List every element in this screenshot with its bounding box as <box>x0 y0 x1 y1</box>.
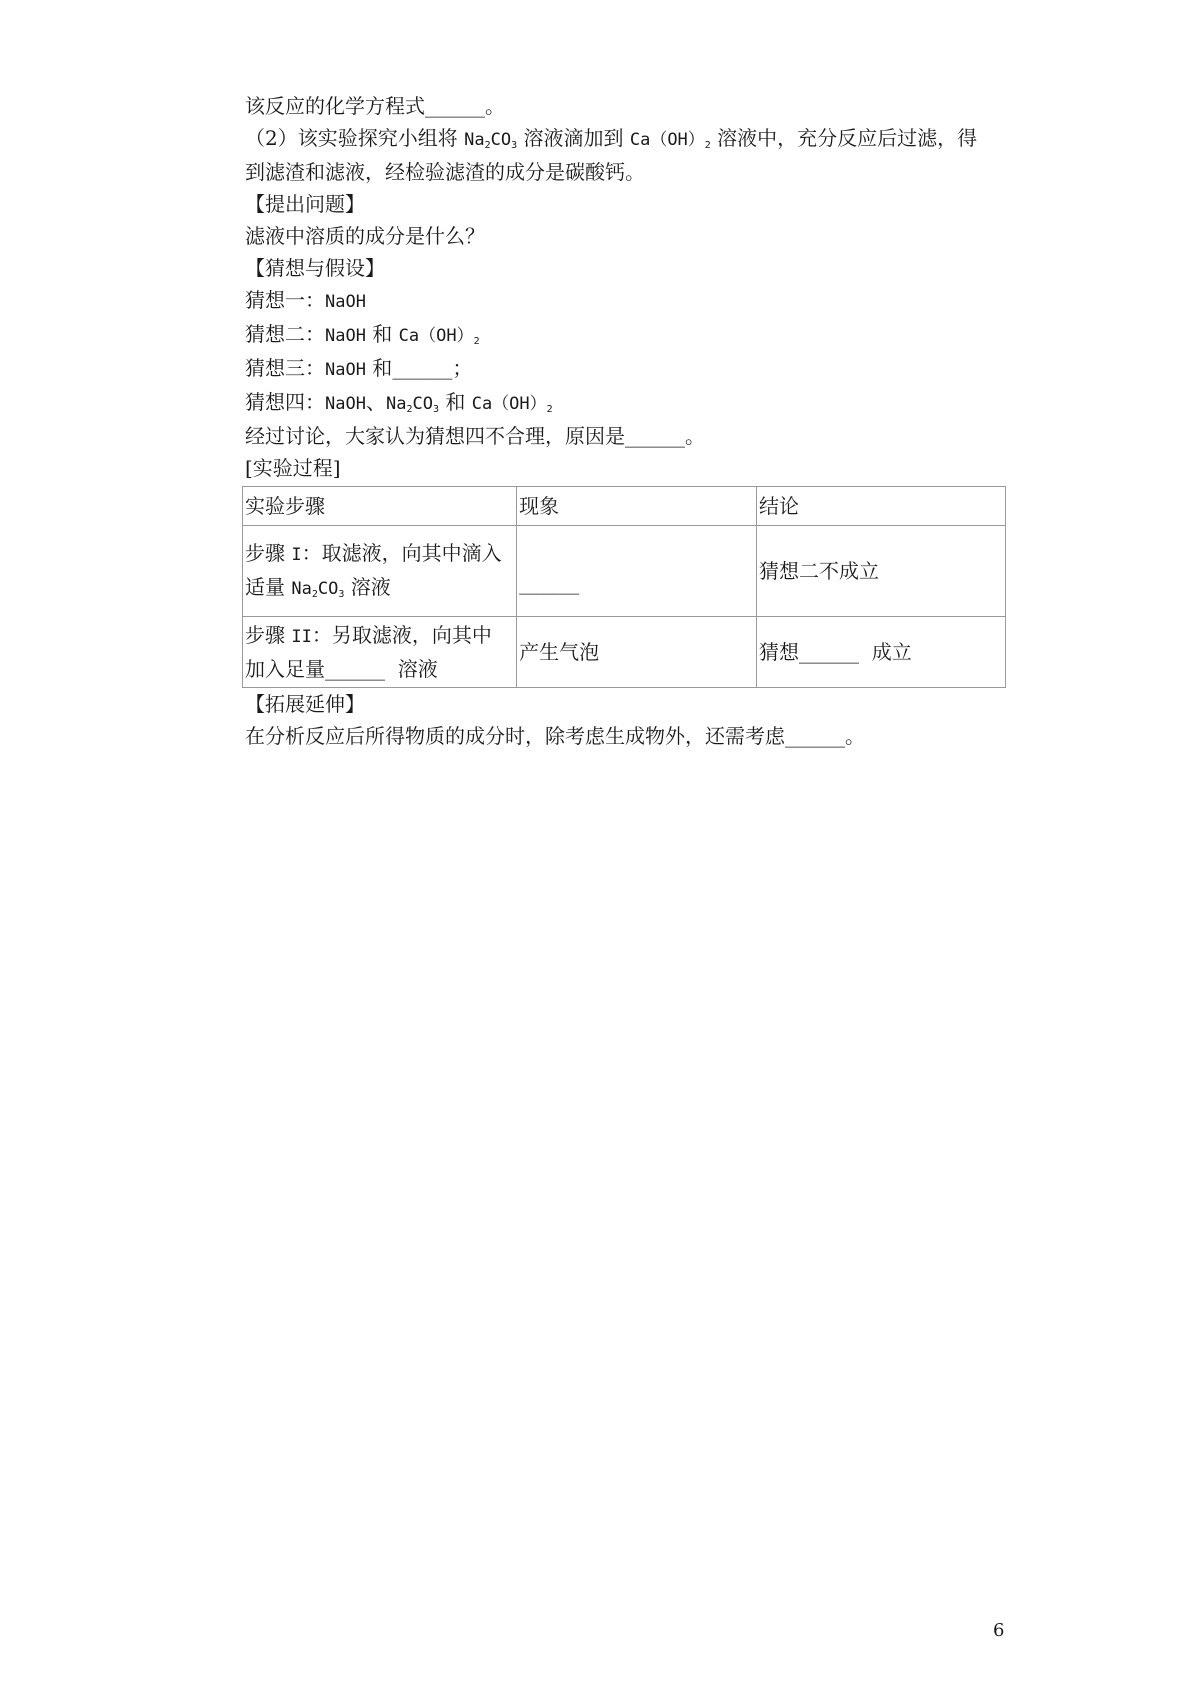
phenomenon-cell: 产生气泡 <box>517 617 757 688</box>
extension-line: 在分析反应后所得物质的成分时，除考虑生成物外，还需考虑______。 <box>245 724 865 748</box>
blank: ______ <box>625 424 685 448</box>
formula-caoh2: $Ca(OH)_2$ <box>629 130 711 151</box>
document-body <box>245 90 1005 752</box>
table-header-cell: 现象 <box>517 487 757 526</box>
table-header-cell: 结论 <box>757 487 1006 526</box>
equation-question-line: 该反应的化学方程式______。 <box>245 94 505 118</box>
blank: ______ <box>392 356 453 380</box>
hypothesis-4: 猜想四：NaOH、$Na_2CO_3$ 和 $Ca(OH)_2$ <box>245 390 553 415</box>
table-row <box>243 617 1006 688</box>
question-2-line: （2）该实验探究小组将 $Na_2CO_3$ 溶液滴加到 $Ca(OH)_2$ 溶液中，充分反应后过滤，得 <box>245 126 978 151</box>
section-heading-process: [实验过程] <box>245 456 341 480</box>
question-text: 滤液中溶质的成分是什么？ <box>245 224 485 248</box>
table-header-cell: 实验步骤 <box>243 487 517 526</box>
hypothesis-1: 猜想一：NaOH <box>245 288 366 312</box>
conclusion-cell: 猜想______ 成立 <box>757 617 1006 688</box>
experiment-table <box>242 486 1006 688</box>
section-heading-hypothesis: 【猜想与假设】 <box>245 256 385 280</box>
blank: ______ <box>425 94 485 118</box>
step-cell: 步骤 II：另取滤液，向其中 加入足量______ 溶液 <box>243 617 517 688</box>
section-heading-extension: 【拓展延伸】 <box>245 692 365 716</box>
step-cell: 步骤 I：取滤液，向其中滴入 适量 $Na_2CO_3$ 溶液 <box>243 526 517 617</box>
blank: ______ <box>799 640 860 664</box>
blank: ______ <box>785 724 845 748</box>
page-number: 6 <box>993 1620 1005 1641</box>
section-heading-question: 【提出问题】 <box>245 192 365 216</box>
table-row <box>243 526 1006 617</box>
blank: ______ <box>325 657 385 681</box>
question-2-line-cont: 到滤渣和滤液，经检验滤渣的成分是碳酸钙。 <box>245 160 645 184</box>
discussion-line: 经过讨论，大家认为猜想四不合理，原因是______。 <box>245 424 705 448</box>
phenomenon-cell <box>517 526 757 617</box>
formula-na2co3: $Na_2CO_3$ <box>464 130 518 151</box>
blank: ______ <box>519 571 580 595</box>
table-header-row <box>243 487 1006 526</box>
conclusion-cell: 猜想二不成立 <box>757 526 1006 617</box>
hypothesis-2: 猜想二：NaOH 和 $Ca(OH)_2$ <box>245 322 480 347</box>
hypothesis-3: 猜想三：NaOH 和______； <box>245 356 473 380</box>
